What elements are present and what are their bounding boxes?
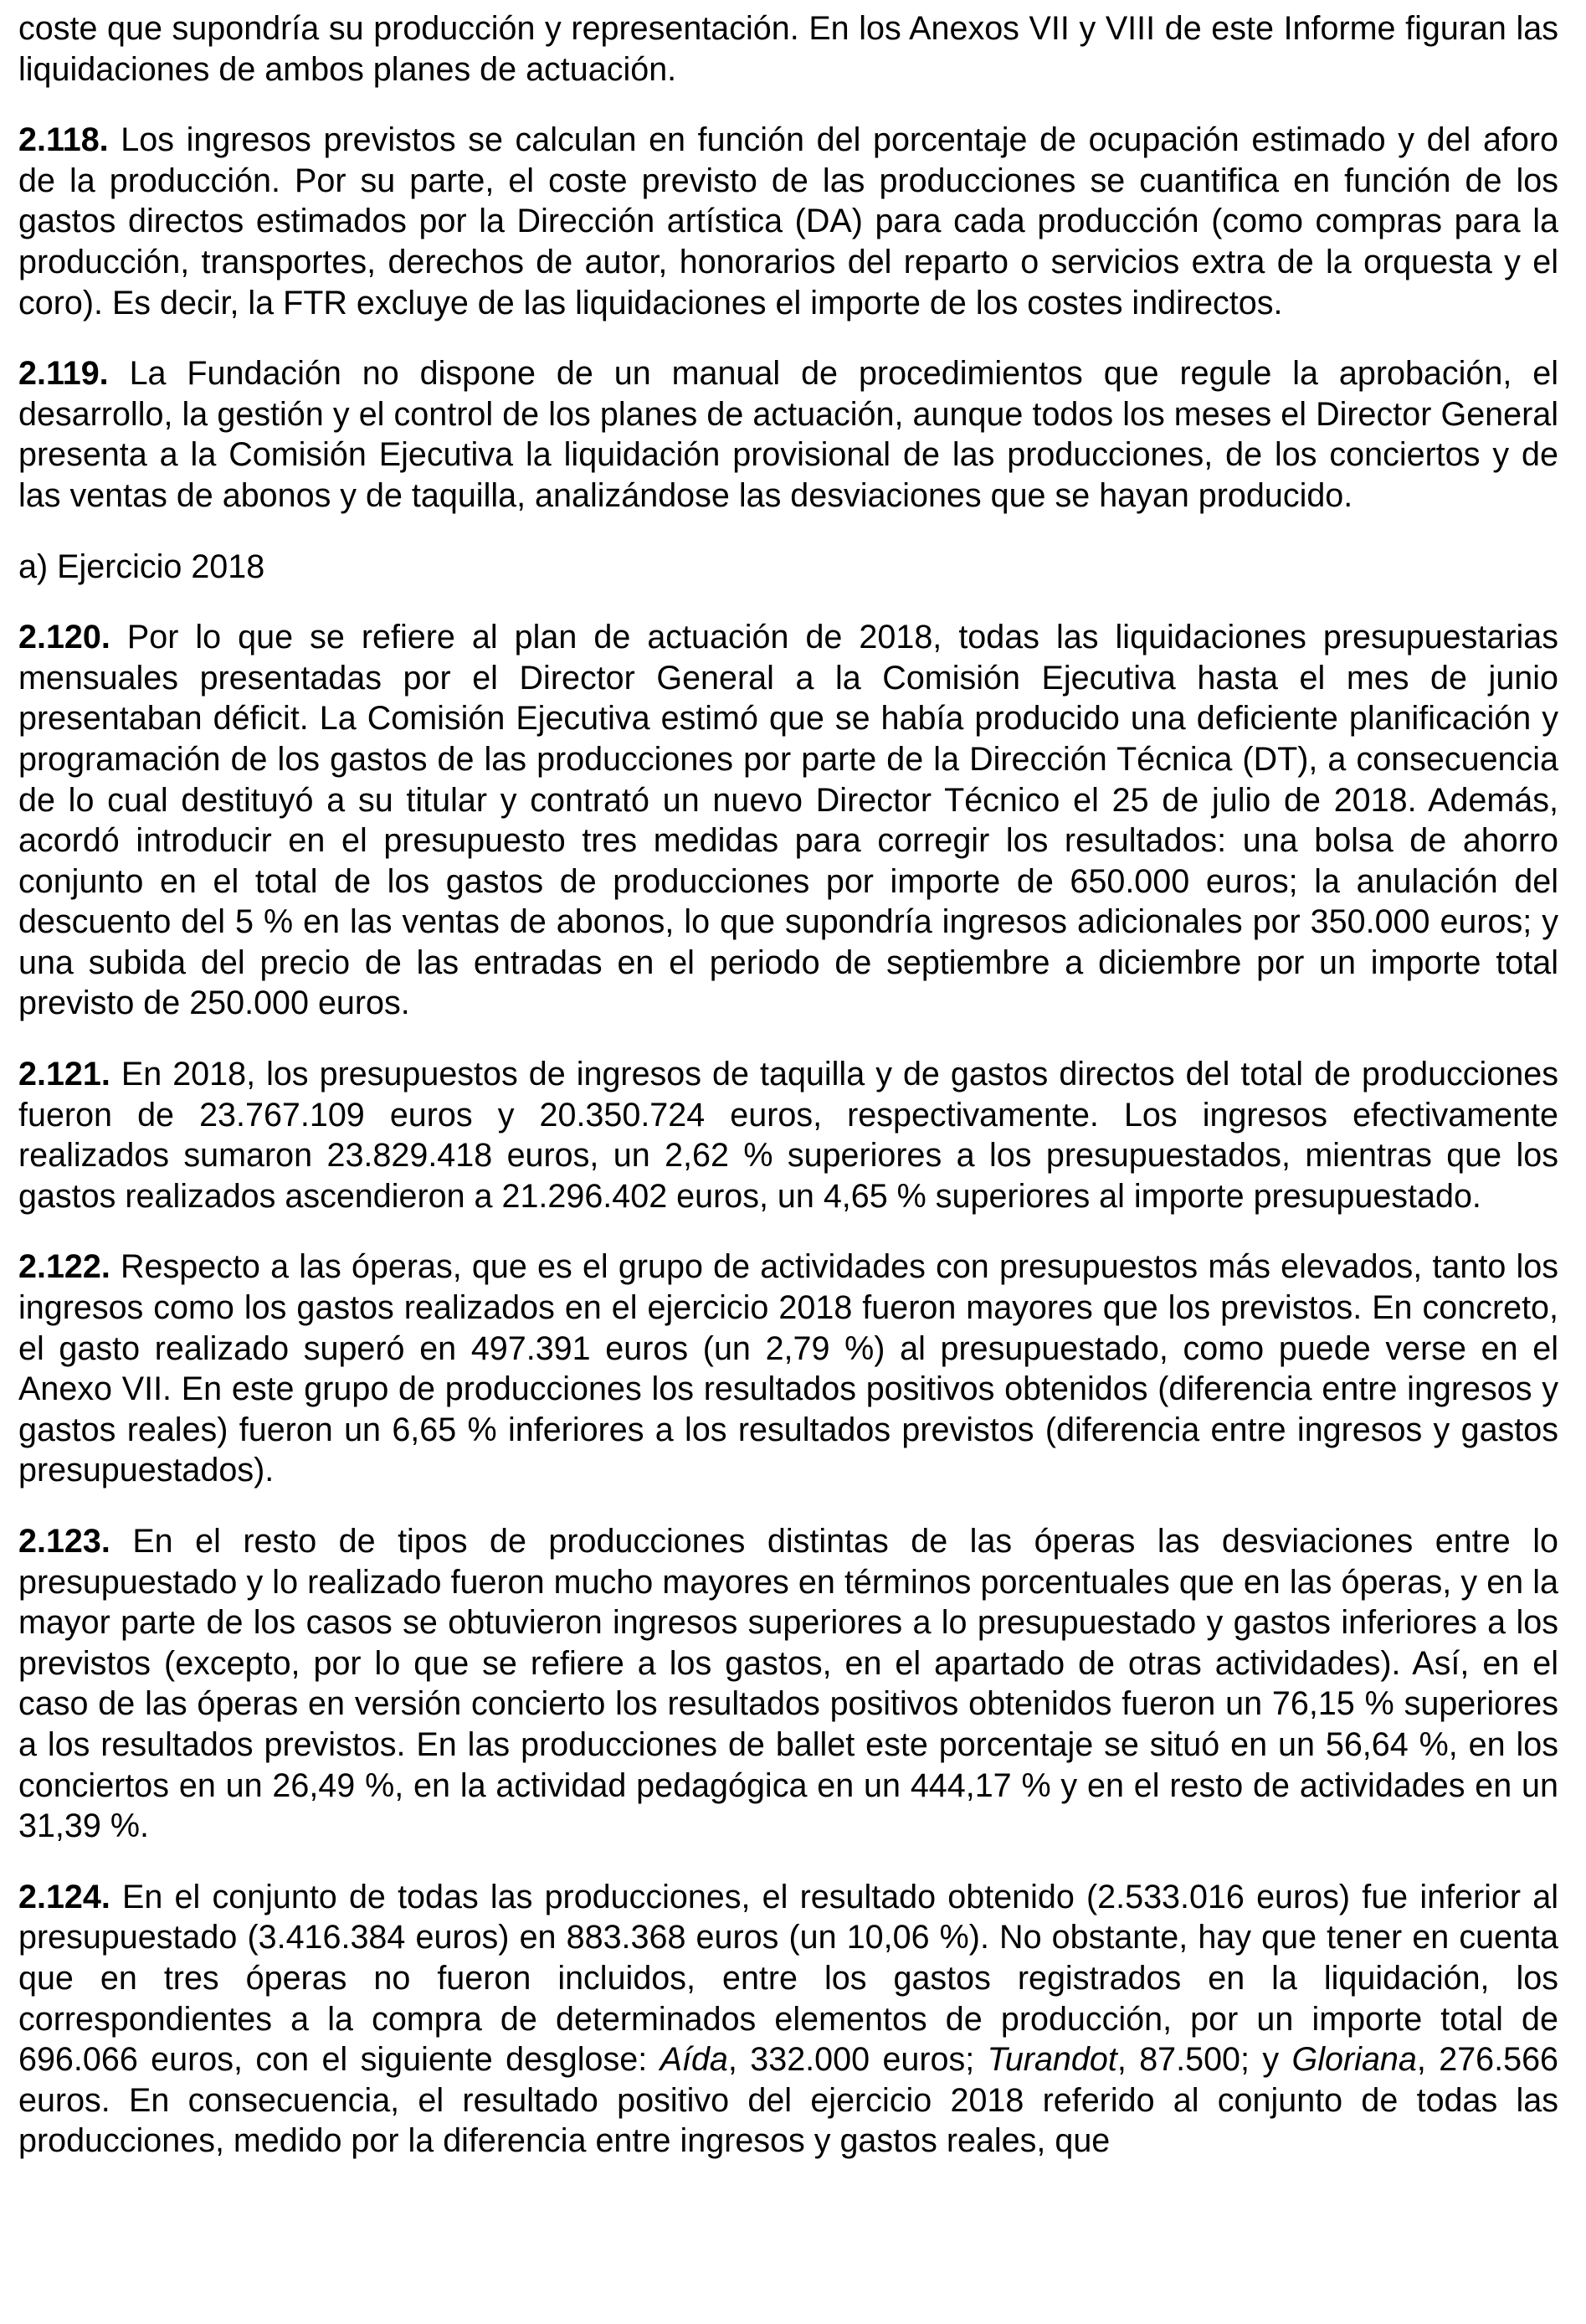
intro-text: coste que supondría su producción y representación. En los Anexos VII y VIII de este Informe figuran las liquidaciones de ambos planes de actuación. [18, 10, 1558, 88]
opera-title-turandot: Turandot [987, 2041, 1117, 2079]
paragraph-number: 2.118. [18, 121, 109, 159]
paragraph-number: 2.122. [18, 1248, 110, 1286]
paragraph-text: En 2018, los presupuestos de ingresos de taquilla y de gastos directos del total de producciones fueron de 23.767.109 euros y 20.350.724 euros, respectivamente. Los ingresos efectivamente realizados sumaron 23.829.418 euros, un 2,62 % superiores a los presupuestados, mientras que los gastos realizados ascendieron a 21.296.402 euros, un 4,65 % superiores al importe presupuestado. [18, 1056, 1558, 1215]
paragraph-text: Los ingresos previstos se calculan en función del porcentaje de ocupación estimado y del aforo de la producción. Por su parte, el coste previsto de las producciones se cuantifica en función de los gastos directos estimados por la Dirección artística (DA) para cada producción (como compras para la producción, transportes, derechos de autor, honorarios del reparto o servicios extra de la orquesta y el coro). Es decir, la FTR excluye de las liquidaciones el importe de los costes indirectos. [18, 121, 1558, 321]
paragraph-number: 2.119. [18, 355, 109, 393]
paragraph-text-part-1: En el conjunto de todas las producciones, el resultado obtenido (2.533.016 euros) fue inferior al presupuestado (3.416.384 euros) en 883.368 euros (un 10,06 %). No obstante, hay que tener en cuenta que en tres óperas no fueron incluidos, entre los gastos registrados en la liquidación, los correspondientes a la compra de determinados elementos de producción, por un importe total de 696.066 euros, con el siguiente desglose: [18, 1878, 1558, 2079]
paragraph-text-part-2: , 332.000 euros; [727, 2041, 988, 2079]
paragraph-text: En el resto de tipos de producciones distintas de las óperas las desviaciones entre lo presupuestado y lo realizado fueron mucho mayores en términos porcentuales que en las óperas, y en la mayor parte de los casos se obtuvieron ingresos superiores a lo presupuestado y gastos inferiores a los previstos (excepto, por lo que se refiere a los gastos, en el apartado de otras actividades). Así, en el caso de las óperas en versión concierto los resultados positivos obtenidos fueron un 76,15 % superiores a los resultados previstos. En las producciones de ballet este porcentaje se situó en un 56,64 %, en los conciertos en un 26,49 %, en la actividad pedagógica en un 444,17 % y en el resto de actividades en un 31,39 %. [18, 1523, 1559, 1845]
paragraph-2-121 [18, 1054, 1558, 1216]
paragraph-number: 2.124. [18, 1878, 110, 1915]
paragraph-number: 2.123. [18, 1523, 110, 1560]
opera-title-gloriana: Gloriana [1291, 2041, 1417, 2079]
paragraph-text: Por lo que se refiere al plan de actuación de 2018, todas las liquidaciones presupuestarias mensuales presentadas por el Director General a la Comisión Ejecutiva hasta el mes de junio presentaban déficit. La Comisión Ejecutiva estimó que se había producido una deficiente planificación y programación de los gastos de las producciones por parte de la Dirección Técnica (DT), a consecuencia de lo cual destituyó a su titular y contrató un nuevo Director Técnico el 25 de julio de 2018. Además, acordó introducir en el presupuesto tres medidas para corregir los resultados: una bolsa de ahorro conjunto en el total de los gastos de producciones por importe de 650.000 euros; la anulación del descuento del 5 % en las ventas de abonos, lo que supondría ingresos adicionales por 350.000 euros; y una subida del precio de las entradas en el periodo de septiembre a diciembre por un importe total previsto de 250.000 euros. [18, 619, 1558, 1022]
intro-paragraph [18, 8, 1558, 90]
paragraph-text-part-4: , 276.566 euros. En consecuencia, el resultado positivo del ejercicio 2018 referido al conjunto de todas las producciones, medido por la diferencia entre ingresos y gastos reales, que [18, 2041, 1559, 2160]
paragraph-2-122 [18, 1247, 1558, 1491]
paragraph-text-part-3: , 87.500; y [1116, 2041, 1292, 2079]
paragraph-number: 2.120. [18, 619, 110, 656]
paragraph-2-118 [18, 120, 1558, 323]
document-page [18, 8, 1558, 2192]
section-heading-ejercicio-2018: a) Ejercicio 2018 [18, 548, 265, 585]
paragraph-2-124 [18, 1877, 1558, 2162]
paragraph-text: Respecto a las óperas, que es el grupo de actividades con presupuestos más elevados, tanto los ingresos como los gastos realizados en el ejercicio 2018 fueron mayores que los previstos. En concreto, el gasto realizado superó en 497.391 euros (un 2,79 %) al presupuestado, como puede verse en el Anexo VII. En este grupo de producciones los resultados positivos obtenidos (diferencia entre ingresos y gastos reales) fueron un 6,65 % inferiores a los resultados previstos (diferencia entre ingresos y gastos presupuestados). [18, 1248, 1558, 1489]
opera-title-aida: Aída [660, 2041, 728, 2079]
paragraph-2-123 [18, 1521, 1558, 1847]
paragraph-2-119 [18, 353, 1558, 516]
paragraph-text: La Fundación no dispone de un manual de procedimientos que regule la aprobación, el desarrollo, la gestión y el control de los planes de actuación, aunque todos los meses el Director General presenta a la Comisión Ejecutiva la liquidación provisional de las producciones, de los conciertos y de las ventas de abonos y de taquilla, analizándose las desviaciones que se hayan producido. [18, 355, 1558, 514]
paragraph-2-120 [18, 617, 1558, 1024]
paragraph-number: 2.121. [18, 1056, 110, 1093]
